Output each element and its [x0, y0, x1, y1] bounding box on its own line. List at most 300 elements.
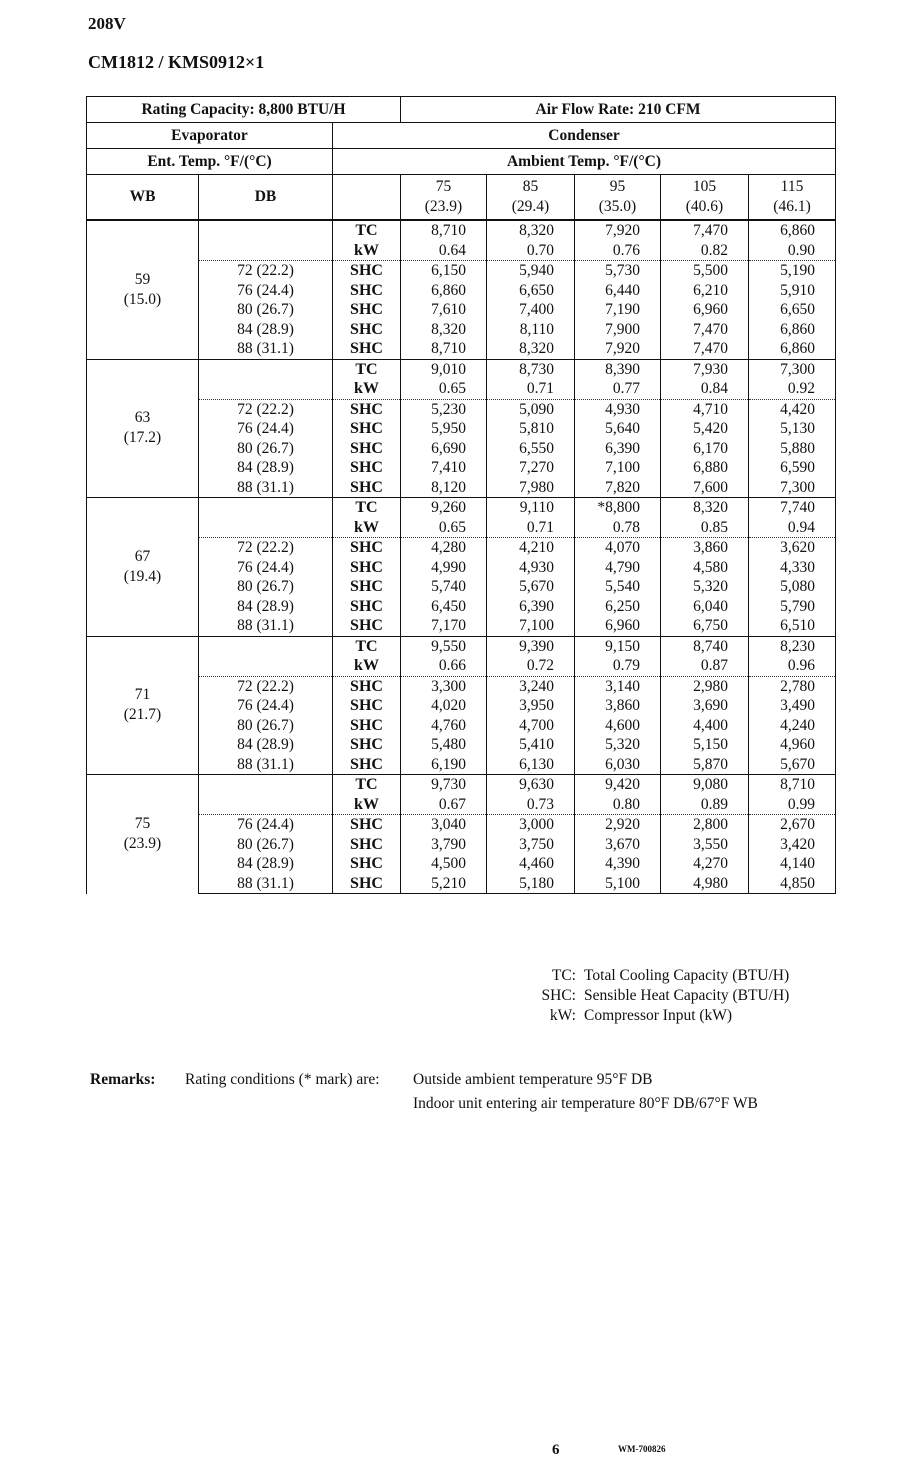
value-cell: 5,790: [749, 597, 836, 617]
value-cell: 9,730: [401, 775, 487, 795]
db-cell: 72 (22.2): [199, 676, 333, 696]
db-cell: 80 (26.7): [199, 577, 333, 597]
table-row: [87, 854, 836, 874]
db-cell: 80 (26.7): [199, 835, 333, 855]
value-cell: 7,100: [487, 616, 575, 636]
table-row: [87, 538, 836, 558]
row-type: SHC: [333, 577, 401, 597]
value-cell: 5,740: [401, 577, 487, 597]
value-cell: 8,390: [575, 359, 661, 379]
value-cell: 0.67: [401, 795, 487, 815]
value-cell: 6,960: [575, 616, 661, 636]
row-type: kW: [333, 656, 401, 676]
value-cell: 4,930: [487, 558, 575, 578]
legend: [532, 966, 789, 1026]
value-cell: 3,140: [575, 676, 661, 696]
table-row: [87, 379, 836, 399]
value-cell: 6,690: [401, 439, 487, 459]
value-cell: 7,920: [575, 220, 661, 241]
value-cell: 8,710: [401, 339, 487, 359]
remarks-line-1: Outside ambient temperature 95°F DB: [413, 1071, 653, 1088]
row-type: TC: [333, 636, 401, 656]
value-cell: 2,670: [749, 815, 836, 835]
wb-cell: [87, 220, 199, 359]
table-row: [87, 241, 836, 261]
value-cell: 6,450: [401, 597, 487, 617]
value-cell: 0.82: [661, 241, 749, 261]
table-row: [87, 616, 836, 636]
db-cell: 72 (22.2): [199, 399, 333, 419]
row-type: SHC: [333, 716, 401, 736]
value-cell: 0.90: [749, 241, 836, 261]
value-cell: 5,230: [401, 399, 487, 419]
wb-f: 71: [134, 686, 151, 704]
value-cell: 5,210: [401, 874, 487, 894]
row-type: SHC: [333, 874, 401, 894]
value-cell: 5,950: [401, 419, 487, 439]
value-cell: 0.79: [575, 656, 661, 676]
value-cell: 8,320: [487, 220, 575, 241]
value-cell: 0.73: [487, 795, 575, 815]
row-type: SHC: [333, 597, 401, 617]
value-cell: 5,730: [575, 261, 661, 281]
db-cell: 88 (31.1): [199, 339, 333, 359]
value-cell: 7,930: [661, 359, 749, 379]
table-row: [87, 320, 836, 340]
row-type: SHC: [333, 735, 401, 755]
value-cell: 7,820: [575, 478, 661, 498]
value-cell: 6,860: [749, 320, 836, 340]
value-cell: 4,990: [401, 558, 487, 578]
row-type: SHC: [333, 419, 401, 439]
legend-key: SHC:: [541, 987, 576, 1004]
row-type: SHC: [333, 815, 401, 835]
value-cell: 5,410: [487, 735, 575, 755]
wb-f: 63: [134, 409, 151, 427]
row-type: SHC: [333, 835, 401, 855]
db-cell: [199, 498, 333, 518]
db-column-header: DB: [199, 175, 333, 221]
row-type: SHC: [333, 538, 401, 558]
row-type: SHC: [333, 300, 401, 320]
db-cell: 88 (31.1): [199, 755, 333, 775]
value-cell: 6,750: [661, 616, 749, 636]
value-cell: 4,270: [661, 854, 749, 874]
value-cell: 4,980: [661, 874, 749, 894]
value-cell: 8,110: [487, 320, 575, 340]
table-row: [87, 577, 836, 597]
table-row: [87, 478, 836, 498]
value-cell: 0.87: [661, 656, 749, 676]
db-cell: [199, 656, 333, 676]
value-cell: 4,330: [749, 558, 836, 578]
wb-cell: [87, 498, 199, 637]
value-cell: 5,180: [487, 874, 575, 894]
row-type: SHC: [333, 261, 401, 281]
wb-cell: [87, 775, 199, 894]
legend-item: [532, 986, 789, 1006]
value-cell: 9,390: [487, 636, 575, 656]
value-cell: 6,170: [661, 439, 749, 459]
db-cell: 80 (26.7): [199, 300, 333, 320]
value-cell: 0.72: [487, 656, 575, 676]
table-row: [87, 458, 836, 478]
value-cell: 5,100: [575, 874, 661, 894]
db-cell: 88 (31.1): [199, 478, 333, 498]
wb-f: 67: [134, 547, 151, 565]
value-cell: 3,620: [749, 538, 836, 558]
value-cell: 3,950: [487, 696, 575, 716]
table-row: [87, 735, 836, 755]
table-row: [87, 795, 836, 815]
db-cell: 88 (31.1): [199, 616, 333, 636]
value-cell: 8,730: [487, 359, 575, 379]
evaporator-header: Evaporator: [87, 123, 333, 149]
performance-table: [86, 96, 836, 894]
legend-text: Total Cooling Capacity (BTU/H): [584, 967, 790, 984]
value-cell: 5,670: [749, 755, 836, 775]
value-cell: 3,750: [487, 835, 575, 855]
ambient-temp-header: Ambient Temp. °F/(°C): [333, 149, 836, 175]
table-row: [87, 220, 836, 241]
value-cell: 3,860: [661, 538, 749, 558]
value-cell: 4,280: [401, 538, 487, 558]
table-row: [87, 498, 836, 518]
db-cell: [199, 518, 333, 538]
value-cell: 8,120: [401, 478, 487, 498]
value-cell: 7,190: [575, 300, 661, 320]
value-cell: 8,740: [661, 636, 749, 656]
value-cell: 3,860: [575, 696, 661, 716]
value-cell: 0.84: [661, 379, 749, 399]
table-row: [87, 261, 836, 281]
value-cell: 0.71: [487, 379, 575, 399]
ambient-column-header: [749, 175, 836, 221]
value-cell: 5,130: [749, 419, 836, 439]
value-cell: 7,470: [661, 220, 749, 241]
ambient-f: 75: [435, 178, 452, 195]
value-cell: 4,760: [401, 716, 487, 736]
value-cell: 6,650: [749, 300, 836, 320]
row-type: SHC: [333, 458, 401, 478]
value-cell: 4,210: [487, 538, 575, 558]
wb-cell: [87, 359, 199, 498]
value-cell: 3,550: [661, 835, 749, 855]
value-cell: 4,420: [749, 399, 836, 419]
value-cell: 7,100: [575, 458, 661, 478]
value-cell: 5,810: [487, 419, 575, 439]
value-cell: 7,470: [661, 339, 749, 359]
value-cell: 7,270: [487, 458, 575, 478]
value-cell: 6,150: [401, 261, 487, 281]
row-type: kW: [333, 795, 401, 815]
value-cell: 5,320: [661, 577, 749, 597]
legend-key: kW:: [549, 1007, 576, 1024]
air-flow-rate: Air Flow Rate: 210 CFM: [401, 97, 836, 123]
db-cell: [199, 359, 333, 379]
value-cell: 6,210: [661, 281, 749, 301]
value-cell: 3,000: [487, 815, 575, 835]
row-type: SHC: [333, 755, 401, 775]
value-cell: 4,700: [487, 716, 575, 736]
value-cell: 2,920: [575, 815, 661, 835]
value-cell: 0.77: [575, 379, 661, 399]
value-cell: 0.65: [401, 379, 487, 399]
value-cell: 8,320: [401, 320, 487, 340]
value-cell: 4,020: [401, 696, 487, 716]
value-cell: 6,250: [575, 597, 661, 617]
value-cell: 0.92: [749, 379, 836, 399]
ambient-c: (40.6): [685, 198, 724, 215]
value-cell: 4,710: [661, 399, 749, 419]
db-cell: 84 (28.9): [199, 597, 333, 617]
value-cell: 7,170: [401, 616, 487, 636]
db-cell: 84 (28.9): [199, 320, 333, 340]
db-cell: 84 (28.9): [199, 854, 333, 874]
wb-c: (21.7): [123, 706, 162, 724]
value-cell: *8,800: [575, 498, 661, 518]
value-cell: 6,510: [749, 616, 836, 636]
wb-cell: [87, 636, 199, 775]
db-cell: 72 (22.2): [199, 538, 333, 558]
value-cell: 5,480: [401, 735, 487, 755]
ambient-column-header: [487, 175, 575, 221]
value-cell: 6,030: [575, 755, 661, 775]
remarks-label: Remarks:: [90, 1071, 156, 1088]
table-row: [87, 419, 836, 439]
table-row: [87, 696, 836, 716]
ambient-c: (29.4): [511, 198, 550, 215]
row-type: TC: [333, 498, 401, 518]
table-row: [87, 359, 836, 379]
value-cell: 5,420: [661, 419, 749, 439]
value-cell: 4,070: [575, 538, 661, 558]
legend-text: Sensible Heat Capacity (BTU/H): [584, 987, 790, 1004]
wb-c: (17.2): [123, 429, 162, 447]
table-row: [87, 281, 836, 301]
value-cell: 4,460: [487, 854, 575, 874]
value-cell: 5,190: [749, 261, 836, 281]
db-cell: 76 (24.4): [199, 696, 333, 716]
ambient-column-header: [661, 175, 749, 221]
value-cell: 9,420: [575, 775, 661, 795]
value-cell: 4,960: [749, 735, 836, 755]
value-cell: 0.66: [401, 656, 487, 676]
db-cell: 76 (24.4): [199, 281, 333, 301]
table-row: [87, 300, 836, 320]
row-type: SHC: [333, 696, 401, 716]
value-cell: 8,320: [661, 498, 749, 518]
value-cell: 5,640: [575, 419, 661, 439]
value-cell: 3,790: [401, 835, 487, 855]
ambient-c: (35.0): [598, 198, 637, 215]
value-cell: 9,150: [575, 636, 661, 656]
value-cell: 6,130: [487, 755, 575, 775]
remarks: [90, 1068, 758, 1116]
model-heading: CM1812 / KMS0912×1: [88, 52, 265, 72]
row-type: kW: [333, 241, 401, 261]
table-row: [87, 676, 836, 696]
value-cell: 3,490: [749, 696, 836, 716]
value-cell: 4,790: [575, 558, 661, 578]
row-type: TC: [333, 220, 401, 241]
db-cell: 80 (26.7): [199, 439, 333, 459]
table-row: [87, 518, 836, 538]
type-column-header: [333, 175, 401, 221]
rating-capacity: Rating Capacity: 8,800 BTU/H: [87, 97, 401, 123]
table-row: [87, 815, 836, 835]
value-cell: 5,500: [661, 261, 749, 281]
db-cell: [199, 379, 333, 399]
value-cell: 3,300: [401, 676, 487, 696]
value-cell: 4,140: [749, 854, 836, 874]
value-cell: 7,470: [661, 320, 749, 340]
value-cell: 0.85: [661, 518, 749, 538]
ambient-c: (46.1): [773, 198, 811, 215]
row-type: SHC: [333, 339, 401, 359]
value-cell: 4,390: [575, 854, 661, 874]
ambient-column-header: [401, 175, 487, 221]
db-cell: [199, 775, 333, 795]
table-row: [87, 874, 836, 894]
db-cell: 84 (28.9): [199, 458, 333, 478]
value-cell: 7,300: [749, 359, 836, 379]
table-row: [87, 399, 836, 419]
row-type: TC: [333, 775, 401, 795]
value-cell: 2,780: [749, 676, 836, 696]
value-cell: 9,550: [401, 636, 487, 656]
value-cell: 6,860: [749, 220, 836, 241]
ambient-column-header: [575, 175, 661, 221]
ambient-f: 105: [692, 178, 717, 195]
value-cell: 8,230: [749, 636, 836, 656]
value-cell: 6,440: [575, 281, 661, 301]
value-cell: 4,580: [661, 558, 749, 578]
value-cell: 2,800: [661, 815, 749, 835]
value-cell: 7,980: [487, 478, 575, 498]
db-cell: 80 (26.7): [199, 716, 333, 736]
value-cell: 0.70: [487, 241, 575, 261]
row-type: SHC: [333, 478, 401, 498]
db-cell: [199, 636, 333, 656]
value-cell: 5,670: [487, 577, 575, 597]
value-cell: 7,410: [401, 458, 487, 478]
db-cell: 88 (31.1): [199, 874, 333, 894]
value-cell: 3,040: [401, 815, 487, 835]
value-cell: 0.89: [661, 795, 749, 815]
wb-column-header: WB: [87, 175, 199, 221]
table-row: [87, 755, 836, 775]
value-cell: 0.78: [575, 518, 661, 538]
value-cell: 9,110: [487, 498, 575, 518]
value-cell: 9,630: [487, 775, 575, 795]
db-cell: [199, 795, 333, 815]
db-cell: 84 (28.9): [199, 735, 333, 755]
value-cell: 7,920: [575, 339, 661, 359]
row-type: SHC: [333, 281, 401, 301]
legend-item: [532, 1006, 789, 1026]
table-row: [87, 775, 836, 795]
value-cell: 0.99: [749, 795, 836, 815]
ambient-f: 95: [609, 178, 626, 195]
table-row: [87, 716, 836, 736]
value-cell: 8,320: [487, 339, 575, 359]
ent-temp-header: Ent. Temp. °F/(°C): [87, 149, 333, 175]
row-type: kW: [333, 379, 401, 399]
value-cell: 6,650: [487, 281, 575, 301]
value-cell: 6,960: [661, 300, 749, 320]
value-cell: 7,300: [749, 478, 836, 498]
value-cell: 0.76: [575, 241, 661, 261]
value-cell: 8,710: [749, 775, 836, 795]
value-cell: 4,500: [401, 854, 487, 874]
db-cell: 72 (22.2): [199, 261, 333, 281]
table-row: [87, 636, 836, 656]
value-cell: 6,860: [401, 281, 487, 301]
value-cell: 9,080: [661, 775, 749, 795]
row-type: kW: [333, 518, 401, 538]
value-cell: 4,930: [575, 399, 661, 419]
value-cell: 7,600: [661, 478, 749, 498]
value-cell: 3,240: [487, 676, 575, 696]
table-row: [87, 597, 836, 617]
table-row: [87, 339, 836, 359]
row-type: SHC: [333, 399, 401, 419]
value-cell: 4,850: [749, 874, 836, 894]
legend-item: [532, 966, 789, 986]
value-cell: 6,390: [575, 439, 661, 459]
value-cell: 3,670: [575, 835, 661, 855]
value-cell: 4,400: [661, 716, 749, 736]
value-cell: 7,900: [575, 320, 661, 340]
remarks-line-2: Indoor unit entering air temperature 80°F DB/67°F WB: [413, 1095, 758, 1112]
row-type: SHC: [333, 558, 401, 578]
value-cell: 0.64: [401, 241, 487, 261]
value-cell: 0.80: [575, 795, 661, 815]
db-cell: 76 (24.4): [199, 558, 333, 578]
ambient-f: 115: [780, 178, 804, 195]
row-type: SHC: [333, 676, 401, 696]
value-cell: 3,690: [661, 696, 749, 716]
db-cell: [199, 241, 333, 261]
value-cell: 7,610: [401, 300, 487, 320]
value-cell: 5,150: [661, 735, 749, 755]
value-cell: 4,600: [575, 716, 661, 736]
value-cell: 5,090: [487, 399, 575, 419]
row-type: SHC: [333, 854, 401, 874]
document-code: WM-700826: [618, 1444, 666, 1454]
value-cell: 3,420: [749, 835, 836, 855]
value-cell: 6,860: [749, 339, 836, 359]
db-cell: 76 (24.4): [199, 815, 333, 835]
wb-c: (15.0): [123, 290, 162, 308]
value-cell: 0.65: [401, 518, 487, 538]
row-type: SHC: [333, 320, 401, 340]
value-cell: 2,980: [661, 676, 749, 696]
value-cell: 6,550: [487, 439, 575, 459]
voltage-heading: 208V: [88, 14, 126, 33]
value-cell: 4,240: [749, 716, 836, 736]
row-type: TC: [333, 359, 401, 379]
db-cell: [199, 220, 333, 241]
value-cell: 9,010: [401, 359, 487, 379]
value-cell: 5,320: [575, 735, 661, 755]
remarks-condition: Rating conditions (* mark) are:: [185, 1071, 380, 1088]
ambient-f: 85: [522, 178, 539, 195]
wb-c: (19.4): [123, 567, 162, 585]
value-cell: 8,710: [401, 220, 487, 241]
value-cell: 7,740: [749, 498, 836, 518]
